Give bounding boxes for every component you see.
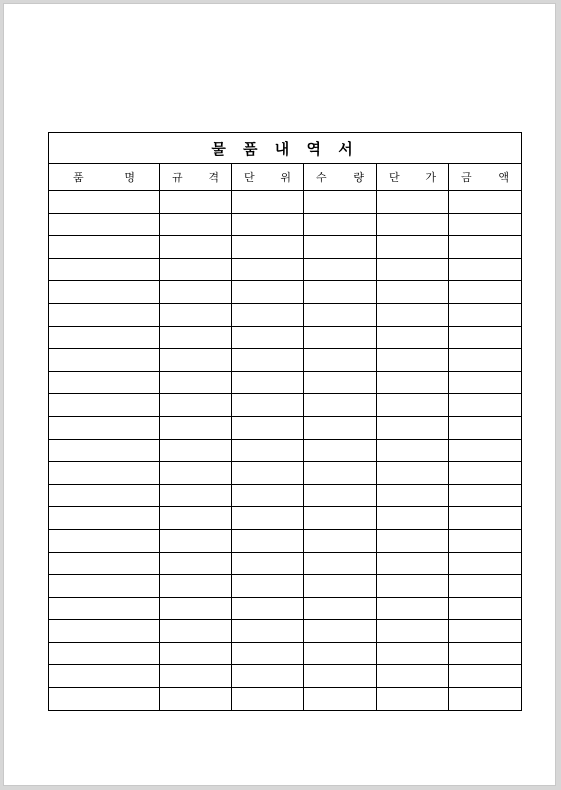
table-cell bbox=[304, 258, 377, 281]
column-header-char: 규 bbox=[172, 171, 183, 184]
table-cell bbox=[49, 191, 160, 214]
table-cell bbox=[304, 688, 377, 711]
table-cell bbox=[232, 191, 304, 214]
table-cell bbox=[160, 462, 232, 485]
table-cell bbox=[232, 303, 304, 326]
table-cell bbox=[449, 688, 522, 711]
column-header-char: 금 bbox=[461, 171, 472, 184]
table-cell bbox=[449, 349, 522, 372]
table-cell bbox=[160, 529, 232, 552]
table-cell bbox=[449, 258, 522, 281]
table-cell bbox=[160, 642, 232, 665]
document-page bbox=[3, 3, 556, 786]
table-cell bbox=[49, 326, 160, 349]
table-cell bbox=[304, 371, 377, 394]
column-header-item-name bbox=[49, 164, 160, 191]
table-cell bbox=[449, 281, 522, 304]
table-cell bbox=[160, 688, 232, 711]
title-cell bbox=[49, 133, 522, 164]
table-cell bbox=[377, 258, 449, 281]
table-row bbox=[49, 258, 522, 281]
table-cell bbox=[377, 575, 449, 598]
table-row bbox=[49, 597, 522, 620]
table-cell bbox=[449, 326, 522, 349]
table-row bbox=[49, 213, 522, 236]
column-header-char: 액 bbox=[498, 171, 510, 184]
table-cell bbox=[304, 552, 377, 575]
table-cell bbox=[232, 349, 304, 372]
table-cell bbox=[304, 394, 377, 417]
table-cell bbox=[449, 394, 522, 417]
table-cell bbox=[49, 529, 160, 552]
table-cell bbox=[304, 281, 377, 304]
table-cell bbox=[232, 213, 304, 236]
table-cell bbox=[160, 416, 232, 439]
column-header-char: 격 bbox=[208, 171, 219, 184]
table-cell bbox=[49, 507, 160, 530]
table-cell bbox=[449, 484, 522, 507]
table-cell bbox=[49, 303, 160, 326]
table-cell bbox=[232, 552, 304, 575]
column-header-char: 품 bbox=[73, 171, 84, 184]
table-row bbox=[49, 620, 522, 643]
table-row bbox=[49, 688, 522, 711]
table-cell bbox=[49, 439, 160, 462]
table-cell bbox=[160, 620, 232, 643]
table-cell bbox=[449, 303, 522, 326]
table-cell bbox=[232, 394, 304, 417]
table-cell bbox=[449, 529, 522, 552]
column-header-char: 량 bbox=[353, 171, 364, 184]
table-row bbox=[49, 665, 522, 688]
table-cell bbox=[49, 665, 160, 688]
table-cell bbox=[160, 575, 232, 598]
table-cell bbox=[377, 281, 449, 304]
column-header-amount bbox=[449, 164, 522, 191]
table-cell bbox=[232, 507, 304, 530]
table-cell bbox=[232, 665, 304, 688]
table-body bbox=[49, 191, 522, 711]
table-cell bbox=[449, 642, 522, 665]
table-cell bbox=[377, 416, 449, 439]
table-cell bbox=[232, 597, 304, 620]
table-cell bbox=[377, 665, 449, 688]
table-cell bbox=[49, 597, 160, 620]
table-cell bbox=[377, 688, 449, 711]
table-cell bbox=[160, 665, 232, 688]
table-cell bbox=[304, 349, 377, 372]
table-cell bbox=[160, 394, 232, 417]
table-cell bbox=[304, 326, 377, 349]
table-cell bbox=[160, 439, 232, 462]
table-cell bbox=[49, 575, 160, 598]
table-cell bbox=[304, 191, 377, 214]
table-cell bbox=[232, 484, 304, 507]
column-header-char: 수 bbox=[316, 171, 327, 184]
table-row bbox=[49, 484, 522, 507]
table-cell bbox=[49, 688, 160, 711]
table-cell bbox=[160, 213, 232, 236]
table-cell bbox=[377, 191, 449, 214]
table-cell bbox=[377, 394, 449, 417]
table-cell bbox=[49, 258, 160, 281]
table-cell bbox=[160, 258, 232, 281]
table-cell bbox=[160, 597, 232, 620]
table-cell bbox=[377, 620, 449, 643]
table-cell bbox=[304, 620, 377, 643]
table-cell bbox=[232, 258, 304, 281]
table-cell bbox=[449, 439, 522, 462]
table-cell bbox=[449, 462, 522, 485]
table-cell bbox=[232, 281, 304, 304]
table-cell bbox=[160, 507, 232, 530]
table-cell bbox=[160, 349, 232, 372]
table-cell bbox=[49, 349, 160, 372]
column-header-quantity bbox=[304, 164, 377, 191]
table-cell bbox=[377, 303, 449, 326]
table-row bbox=[49, 191, 522, 214]
table-cell bbox=[160, 303, 232, 326]
column-header-char: 단 bbox=[389, 171, 400, 184]
table-cell bbox=[377, 439, 449, 462]
table-row bbox=[49, 552, 522, 575]
table-cell bbox=[232, 642, 304, 665]
item-list-table bbox=[48, 132, 522, 711]
table-cell bbox=[232, 236, 304, 259]
table-cell bbox=[377, 642, 449, 665]
table-cell bbox=[304, 462, 377, 485]
table-cell bbox=[49, 416, 160, 439]
table-cell bbox=[304, 665, 377, 688]
table-cell bbox=[304, 439, 377, 462]
table-cell bbox=[377, 326, 449, 349]
table-cell bbox=[449, 597, 522, 620]
table-cell bbox=[232, 688, 304, 711]
table-row bbox=[49, 236, 522, 259]
table-row bbox=[49, 529, 522, 552]
table-cell bbox=[449, 665, 522, 688]
table-cell bbox=[49, 484, 160, 507]
table-cell bbox=[160, 326, 232, 349]
table-cell bbox=[160, 552, 232, 575]
table-cell bbox=[160, 191, 232, 214]
table-cell bbox=[49, 620, 160, 643]
column-header-spec bbox=[160, 164, 232, 191]
table-cell bbox=[49, 281, 160, 304]
table-cell bbox=[232, 326, 304, 349]
table-cell bbox=[49, 552, 160, 575]
table-cell bbox=[232, 371, 304, 394]
table-cell bbox=[377, 552, 449, 575]
column-header-unit-price bbox=[377, 164, 449, 191]
table-cell bbox=[49, 213, 160, 236]
table-cell bbox=[304, 484, 377, 507]
table-cell bbox=[160, 281, 232, 304]
table-cell bbox=[377, 236, 449, 259]
table-cell bbox=[49, 236, 160, 259]
table-cell bbox=[304, 575, 377, 598]
table-cell bbox=[232, 620, 304, 643]
table-row bbox=[49, 575, 522, 598]
table-cell bbox=[377, 371, 449, 394]
table-cell bbox=[449, 191, 522, 214]
table-cell bbox=[377, 484, 449, 507]
table-cell bbox=[232, 416, 304, 439]
table-row bbox=[49, 326, 522, 349]
header-row bbox=[49, 164, 522, 191]
table-cell bbox=[232, 529, 304, 552]
table-cell bbox=[377, 507, 449, 530]
table-cell bbox=[304, 416, 377, 439]
document-title: 물 품 내 역 서 bbox=[211, 139, 359, 158]
table-row bbox=[49, 462, 522, 485]
table-cell bbox=[304, 642, 377, 665]
table-cell bbox=[377, 349, 449, 372]
table-cell bbox=[377, 462, 449, 485]
table-cell bbox=[304, 236, 377, 259]
column-header-char: 단 bbox=[244, 171, 255, 184]
table-cell bbox=[232, 462, 304, 485]
table-cell bbox=[304, 597, 377, 620]
table-cell bbox=[49, 371, 160, 394]
table-cell bbox=[304, 529, 377, 552]
table-cell bbox=[232, 439, 304, 462]
table-cell bbox=[49, 394, 160, 417]
title-row bbox=[49, 133, 522, 164]
column-header-char: 가 bbox=[425, 171, 436, 184]
table-row bbox=[49, 303, 522, 326]
table-cell bbox=[377, 213, 449, 236]
table-cell bbox=[377, 529, 449, 552]
table-cell bbox=[449, 575, 522, 598]
table-cell bbox=[449, 507, 522, 530]
table-cell bbox=[160, 236, 232, 259]
table-cell bbox=[449, 552, 522, 575]
column-header-char: 명 bbox=[124, 171, 135, 184]
table-row bbox=[49, 371, 522, 394]
column-header-unit bbox=[232, 164, 304, 191]
table-cell bbox=[449, 620, 522, 643]
table-cell bbox=[49, 462, 160, 485]
table-cell bbox=[449, 213, 522, 236]
table-cell bbox=[304, 507, 377, 530]
table-cell bbox=[377, 597, 449, 620]
table-row bbox=[49, 642, 522, 665]
table-row bbox=[49, 439, 522, 462]
table-cell bbox=[449, 416, 522, 439]
table-row bbox=[49, 416, 522, 439]
table-cell bbox=[160, 484, 232, 507]
table-cell bbox=[160, 371, 232, 394]
table-cell bbox=[304, 213, 377, 236]
table-cell bbox=[232, 575, 304, 598]
table-row bbox=[49, 349, 522, 372]
table-cell bbox=[304, 303, 377, 326]
table-row bbox=[49, 281, 522, 304]
table-cell bbox=[449, 236, 522, 259]
table-row bbox=[49, 394, 522, 417]
table-cell bbox=[49, 642, 160, 665]
table-cell bbox=[449, 371, 522, 394]
column-header-char: 위 bbox=[280, 171, 291, 184]
table-row bbox=[49, 507, 522, 530]
